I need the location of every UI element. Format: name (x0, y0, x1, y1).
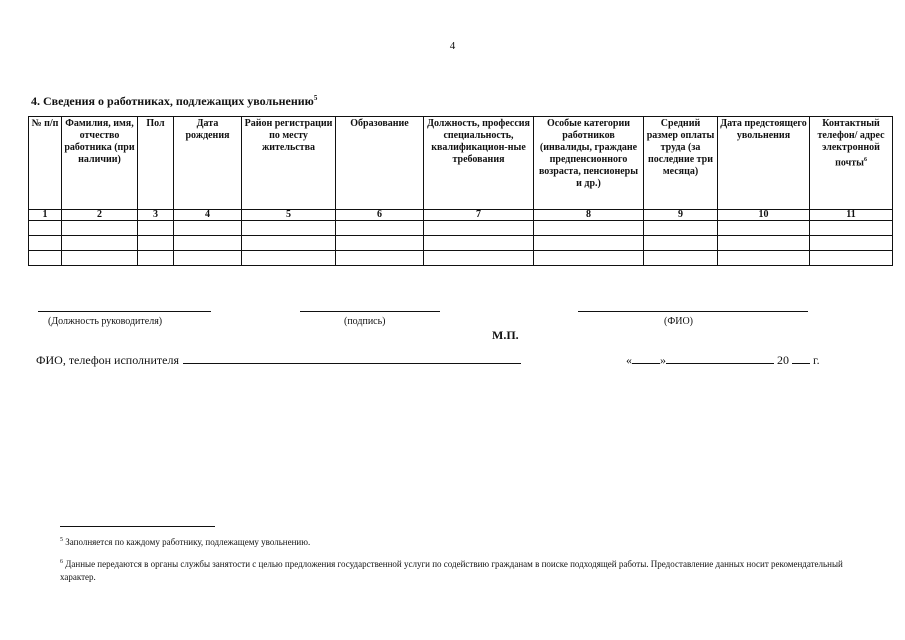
table-row (29, 251, 893, 266)
section-title (31, 94, 317, 109)
section-title-text: 4. Сведения о работниках, подлежащих увольнению (31, 94, 314, 108)
table-cell[interactable] (29, 251, 62, 266)
table-cell[interactable] (810, 236, 893, 251)
year-suffix: г. (813, 353, 820, 367)
name-label: (ФИО) (664, 316, 694, 327)
header-cell-position: Должность, профессия специальность, квалификацион-ные требования (424, 117, 534, 210)
header-cell-special-categories: Особые категории работников (инвалиды, граждане предпенсионного возраста, пенсионеры и др.) (534, 117, 644, 210)
table-cell[interactable] (336, 221, 424, 236)
table-cell[interactable] (174, 221, 242, 236)
position-label: (Должность руководителя) (48, 316, 163, 327)
table-cell[interactable] (29, 221, 62, 236)
stamp-label: М.П. (492, 328, 519, 342)
header-cell-gender: Пол (138, 117, 174, 210)
position-signature-line[interactable] (38, 311, 211, 312)
column-number: 1 (29, 210, 62, 221)
table-header-row (29, 117, 893, 210)
table-cell[interactable] (174, 251, 242, 266)
table-cell[interactable] (718, 251, 810, 266)
header-cell-education: Образование (336, 117, 424, 210)
column-number: 11 (810, 210, 893, 221)
table-cell[interactable] (644, 221, 718, 236)
column-number: 7 (424, 210, 534, 221)
column-number-row (29, 210, 893, 221)
table-cell[interactable] (138, 221, 174, 236)
table-cell[interactable] (174, 236, 242, 251)
table-cell[interactable] (424, 251, 534, 266)
table-cell[interactable] (336, 251, 424, 266)
signature-label: (подпись) (344, 316, 386, 327)
year-prefix: 20 (777, 353, 789, 367)
year-field[interactable] (792, 353, 810, 364)
table-cell[interactable] (242, 236, 336, 251)
date-open-quote: « (626, 353, 632, 367)
table-cell[interactable] (336, 236, 424, 251)
page-number: 4 (449, 40, 456, 52)
table-cell[interactable] (424, 236, 534, 251)
workers-table (28, 116, 893, 266)
column-number: 6 (336, 210, 424, 221)
column-number: 4 (174, 210, 242, 221)
table-cell[interactable] (62, 236, 138, 251)
header-cell-birth-date: Дата рождения (174, 117, 242, 210)
footnote-text: Данные передаются в органы службы занятости с целью предложения государственной услуги по содействию гражданам в поиске подходящей работы. Предоставление данных носит рекомендательный характер. (60, 559, 843, 582)
column-number: 5 (242, 210, 336, 221)
table-cell[interactable] (810, 221, 893, 236)
table-cell[interactable] (424, 221, 534, 236)
header-cell-dismissal-date: Дата предстоящего увольнения (718, 117, 810, 210)
header-cell-number: № п/п (29, 117, 62, 210)
table-cell[interactable] (138, 251, 174, 266)
executor-row (36, 353, 521, 368)
table-cell[interactable] (644, 251, 718, 266)
table-cell[interactable] (718, 221, 810, 236)
table-cell[interactable] (242, 251, 336, 266)
executor-field[interactable] (183, 353, 521, 364)
table-cell[interactable] (138, 236, 174, 251)
table-cell[interactable] (810, 251, 893, 266)
column-number: 8 (534, 210, 644, 221)
table-cell[interactable] (62, 251, 138, 266)
table-row (29, 236, 893, 251)
column-number: 3 (138, 210, 174, 221)
footnote-mark: 6 (60, 559, 63, 565)
column-number: 2 (62, 210, 138, 221)
executor-label: ФИО, телефон исполнителя (36, 353, 179, 367)
footnote-6 (60, 556, 860, 584)
footnote-mark: 5 (60, 537, 63, 543)
header-cell-full-name: Фамилия, имя, отчество работника (при наличии) (62, 117, 138, 210)
footnote-text: Заполняется по каждому работнику, подлежащему увольнению. (65, 537, 311, 547)
table-cell[interactable] (534, 236, 644, 251)
footnote-ref-6: 6 (863, 157, 867, 163)
header-cell-contact (810, 117, 893, 210)
table-cell[interactable] (718, 236, 810, 251)
day-field[interactable] (632, 353, 660, 364)
table-cell[interactable] (534, 251, 644, 266)
signature-line[interactable] (300, 311, 440, 312)
month-field[interactable] (666, 353, 774, 364)
table-cell[interactable] (242, 221, 336, 236)
table-row (29, 221, 893, 236)
name-signature-line[interactable] (578, 311, 808, 312)
header-cell-contact-text: Контактный телефон/ адрес электронной почты (817, 118, 885, 169)
table-cell[interactable] (29, 236, 62, 251)
table-cell[interactable] (534, 221, 644, 236)
footnote-5 (60, 534, 860, 549)
column-number: 9 (644, 210, 718, 221)
table-cell[interactable] (62, 221, 138, 236)
header-cell-average-salary: Средний размер оплаты труда (за последние три месяца) (644, 117, 718, 210)
footnote-divider (60, 526, 215, 527)
date-close-quote: » (660, 353, 666, 367)
column-number: 10 (718, 210, 810, 221)
table-cell[interactable] (644, 236, 718, 251)
footnote-ref-5: 5 (313, 94, 318, 102)
date-field (626, 353, 820, 368)
header-cell-residence-district: Район регистрации по месту жительства (242, 117, 336, 210)
